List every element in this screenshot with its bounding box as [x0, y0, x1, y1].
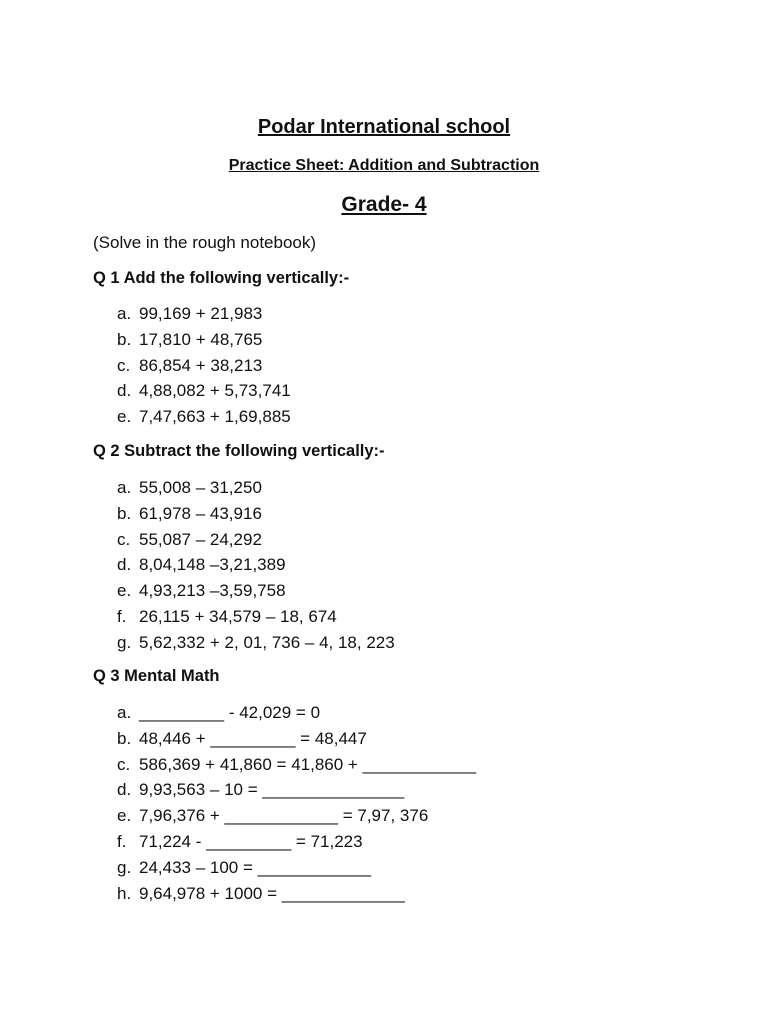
item-text: 71,224 - _________ = 71,223	[139, 831, 363, 851]
item-letter: d.	[117, 381, 132, 401]
item-text: 5,62,332 + 2, 01, 736 – 4, 18, 223	[139, 632, 395, 652]
list-item	[117, 855, 476, 881]
list-item	[117, 752, 476, 778]
list-item	[117, 578, 395, 604]
item-letter: g.	[117, 632, 132, 652]
item-text: 7,47,663 + 1,69,885	[139, 407, 291, 427]
list-item	[117, 327, 291, 353]
item-letter: b.	[117, 503, 132, 523]
list-item	[117, 301, 291, 327]
question-1-heading: Q 1 Add the following vertically:-	[93, 269, 350, 287]
list-item	[117, 501, 395, 527]
item-letter: h.	[117, 883, 132, 903]
list-item	[117, 726, 476, 752]
item-letter: d.	[117, 555, 132, 575]
list-item	[117, 700, 476, 726]
school-title: Podar International school	[257, 116, 511, 138]
item-letter: a.	[117, 304, 132, 323]
sheet-subtitle: Practice Sheet: Addition and Subtraction	[228, 157, 540, 174]
list-item	[117, 630, 395, 656]
list-item	[117, 404, 291, 430]
list-item	[117, 803, 476, 829]
item-letter: a.	[117, 478, 132, 497]
list-item	[117, 378, 291, 404]
item-letter: f.	[117, 606, 127, 626]
list-item	[117, 527, 395, 553]
list-item	[117, 604, 395, 630]
item-text: 7,96,376 + ____________ = 7,97, 376	[139, 806, 429, 826]
item-letter: b.	[117, 728, 132, 748]
item-letter: e.	[117, 806, 132, 826]
item-text: 17,810 + 48,765	[139, 329, 263, 349]
item-text: 86,854 + 38,213	[139, 355, 263, 375]
item-letter: c.	[117, 529, 131, 549]
item-text: 586,369 + 41,860 = 41,860 + ____________	[139, 754, 477, 774]
item-text: _________ - 42,029 = 0	[139, 703, 321, 722]
item-text: 9,93,563 – 10 = _______________	[139, 780, 405, 800]
grade-heading: Grade- 4	[341, 193, 427, 216]
question-3-list	[117, 700, 476, 906]
item-text: 24,433 – 100 = ____________	[139, 857, 372, 877]
item-text: 61,978 – 43,916	[139, 503, 262, 523]
item-text: 9,64,978 + 1000 = _____________	[139, 883, 405, 903]
item-letter: e.	[117, 581, 132, 601]
item-text: 55,008 – 31,250	[139, 478, 262, 497]
item-letter: a.	[117, 703, 132, 722]
item-letter: e.	[117, 407, 132, 427]
item-text: 4,93,213 –3,59,758	[139, 581, 286, 601]
instruction-note: (Solve in the rough notebook)	[93, 233, 317, 252]
list-item	[117, 881, 476, 907]
item-text: 48,446 + _________ = 48,447	[139, 728, 367, 748]
item-text: 26,115 + 34,579 – 18, 674	[139, 606, 337, 626]
list-item	[117, 552, 395, 578]
item-letter: b.	[117, 329, 132, 349]
list-item	[117, 829, 476, 855]
item-letter: g.	[117, 857, 132, 877]
question-2-heading: Q 2 Subtract the following vertically:-	[93, 442, 385, 460]
item-text: 4,88,082 + 5,73,741	[139, 381, 291, 401]
item-text: 8,04,148 –3,21,389	[139, 555, 286, 575]
item-letter: f.	[117, 831, 127, 851]
list-item	[117, 777, 476, 803]
question-2-list	[117, 475, 395, 656]
item-letter: c.	[117, 754, 131, 774]
item-letter: d.	[117, 780, 132, 800]
item-letter: c.	[117, 355, 131, 375]
question-1-list	[117, 301, 291, 430]
list-item	[117, 475, 395, 501]
list-item	[117, 353, 291, 379]
item-text: 55,087 – 24,292	[139, 529, 262, 549]
question-3-heading: Q 3 Mental Math	[93, 667, 220, 685]
item-text: 99,169 + 21,983	[139, 304, 263, 323]
